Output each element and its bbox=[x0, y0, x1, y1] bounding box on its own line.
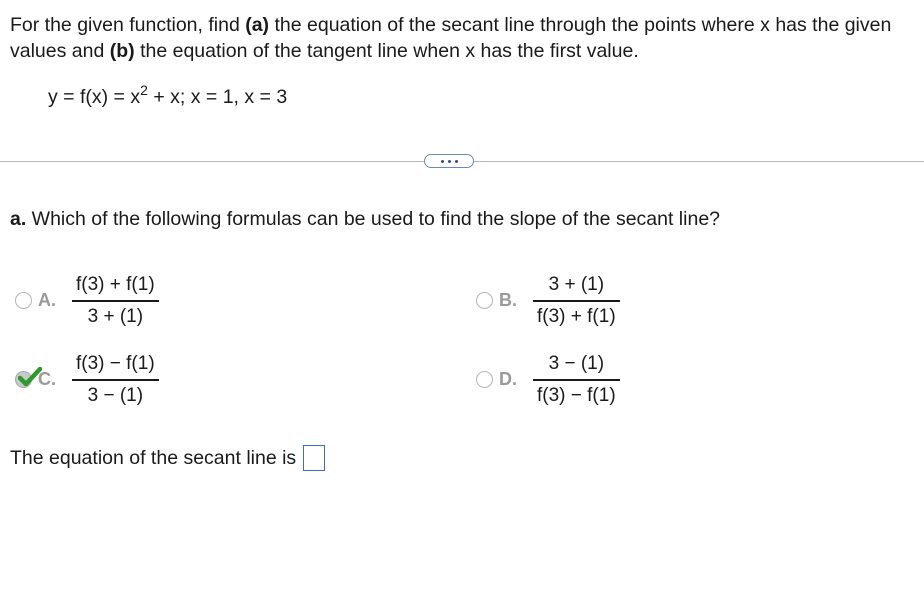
radio-button-b[interactable] bbox=[476, 292, 493, 309]
option-letter-c: C. bbox=[38, 369, 56, 390]
problem-text-2: the equation of the secant line through the points where x has the given values and bbox=[10, 14, 892, 62]
option-letter-d: D. bbox=[499, 369, 517, 390]
problem-text-3: the equation of the tangent line when x has the first value. bbox=[134, 40, 639, 62]
part-b-label: (b) bbox=[109, 40, 135, 62]
fraction-b bbox=[533, 274, 620, 328]
fraction-a bbox=[72, 274, 159, 328]
question-part-label: a. bbox=[10, 208, 27, 230]
fraction-c bbox=[72, 353, 159, 407]
answer-prompt: The equation of the secant line is bbox=[10, 446, 297, 469]
denominator-a: 3 + (1) bbox=[87, 305, 144, 327]
numerator-d: 3 − (1) bbox=[548, 353, 605, 374]
option-a[interactable] bbox=[15, 274, 159, 328]
dot-icon bbox=[441, 160, 444, 163]
numerator-b: 3 + (1) bbox=[548, 274, 605, 295]
option-c[interactable] bbox=[15, 353, 159, 407]
numerator-a: f(3) + f(1) bbox=[76, 274, 155, 295]
numerator-c: f(3) − f(1) bbox=[76, 353, 155, 374]
radio-button-d[interactable] bbox=[476, 371, 493, 388]
answer-input-box[interactable] bbox=[303, 445, 325, 471]
problem-statement bbox=[10, 12, 915, 64]
option-d[interactable] bbox=[476, 353, 620, 407]
expand-more-button[interactable] bbox=[424, 154, 474, 168]
checkmark-icon bbox=[18, 367, 42, 387]
function-exponent: 2 bbox=[140, 82, 148, 98]
problem-text-1: For the given function, find bbox=[10, 14, 246, 36]
function-suffix: + x; x = 1, x = 3 bbox=[147, 86, 288, 108]
denominator-b: f(3) + f(1) bbox=[537, 305, 616, 327]
part-a-label: (a) bbox=[245, 14, 270, 36]
option-letter-b: B. bbox=[499, 290, 517, 311]
function-definition bbox=[48, 82, 288, 109]
fraction-d bbox=[533, 353, 620, 407]
dot-icon bbox=[455, 160, 458, 163]
option-b[interactable] bbox=[476, 274, 620, 328]
question-prompt bbox=[10, 208, 720, 231]
denominator-d: f(3) − f(1) bbox=[537, 384, 616, 406]
question-text: Which of the following formulas can be used to find the slope of the secant line? bbox=[26, 208, 721, 230]
answer-row bbox=[10, 445, 325, 471]
dot-icon bbox=[448, 160, 451, 163]
radio-button-c[interactable] bbox=[15, 371, 32, 388]
function-prefix: y = f(x) = x bbox=[48, 86, 141, 108]
denominator-c: 3 − (1) bbox=[87, 384, 144, 406]
radio-button-a[interactable] bbox=[15, 292, 32, 309]
option-letter-a: A. bbox=[38, 290, 56, 311]
